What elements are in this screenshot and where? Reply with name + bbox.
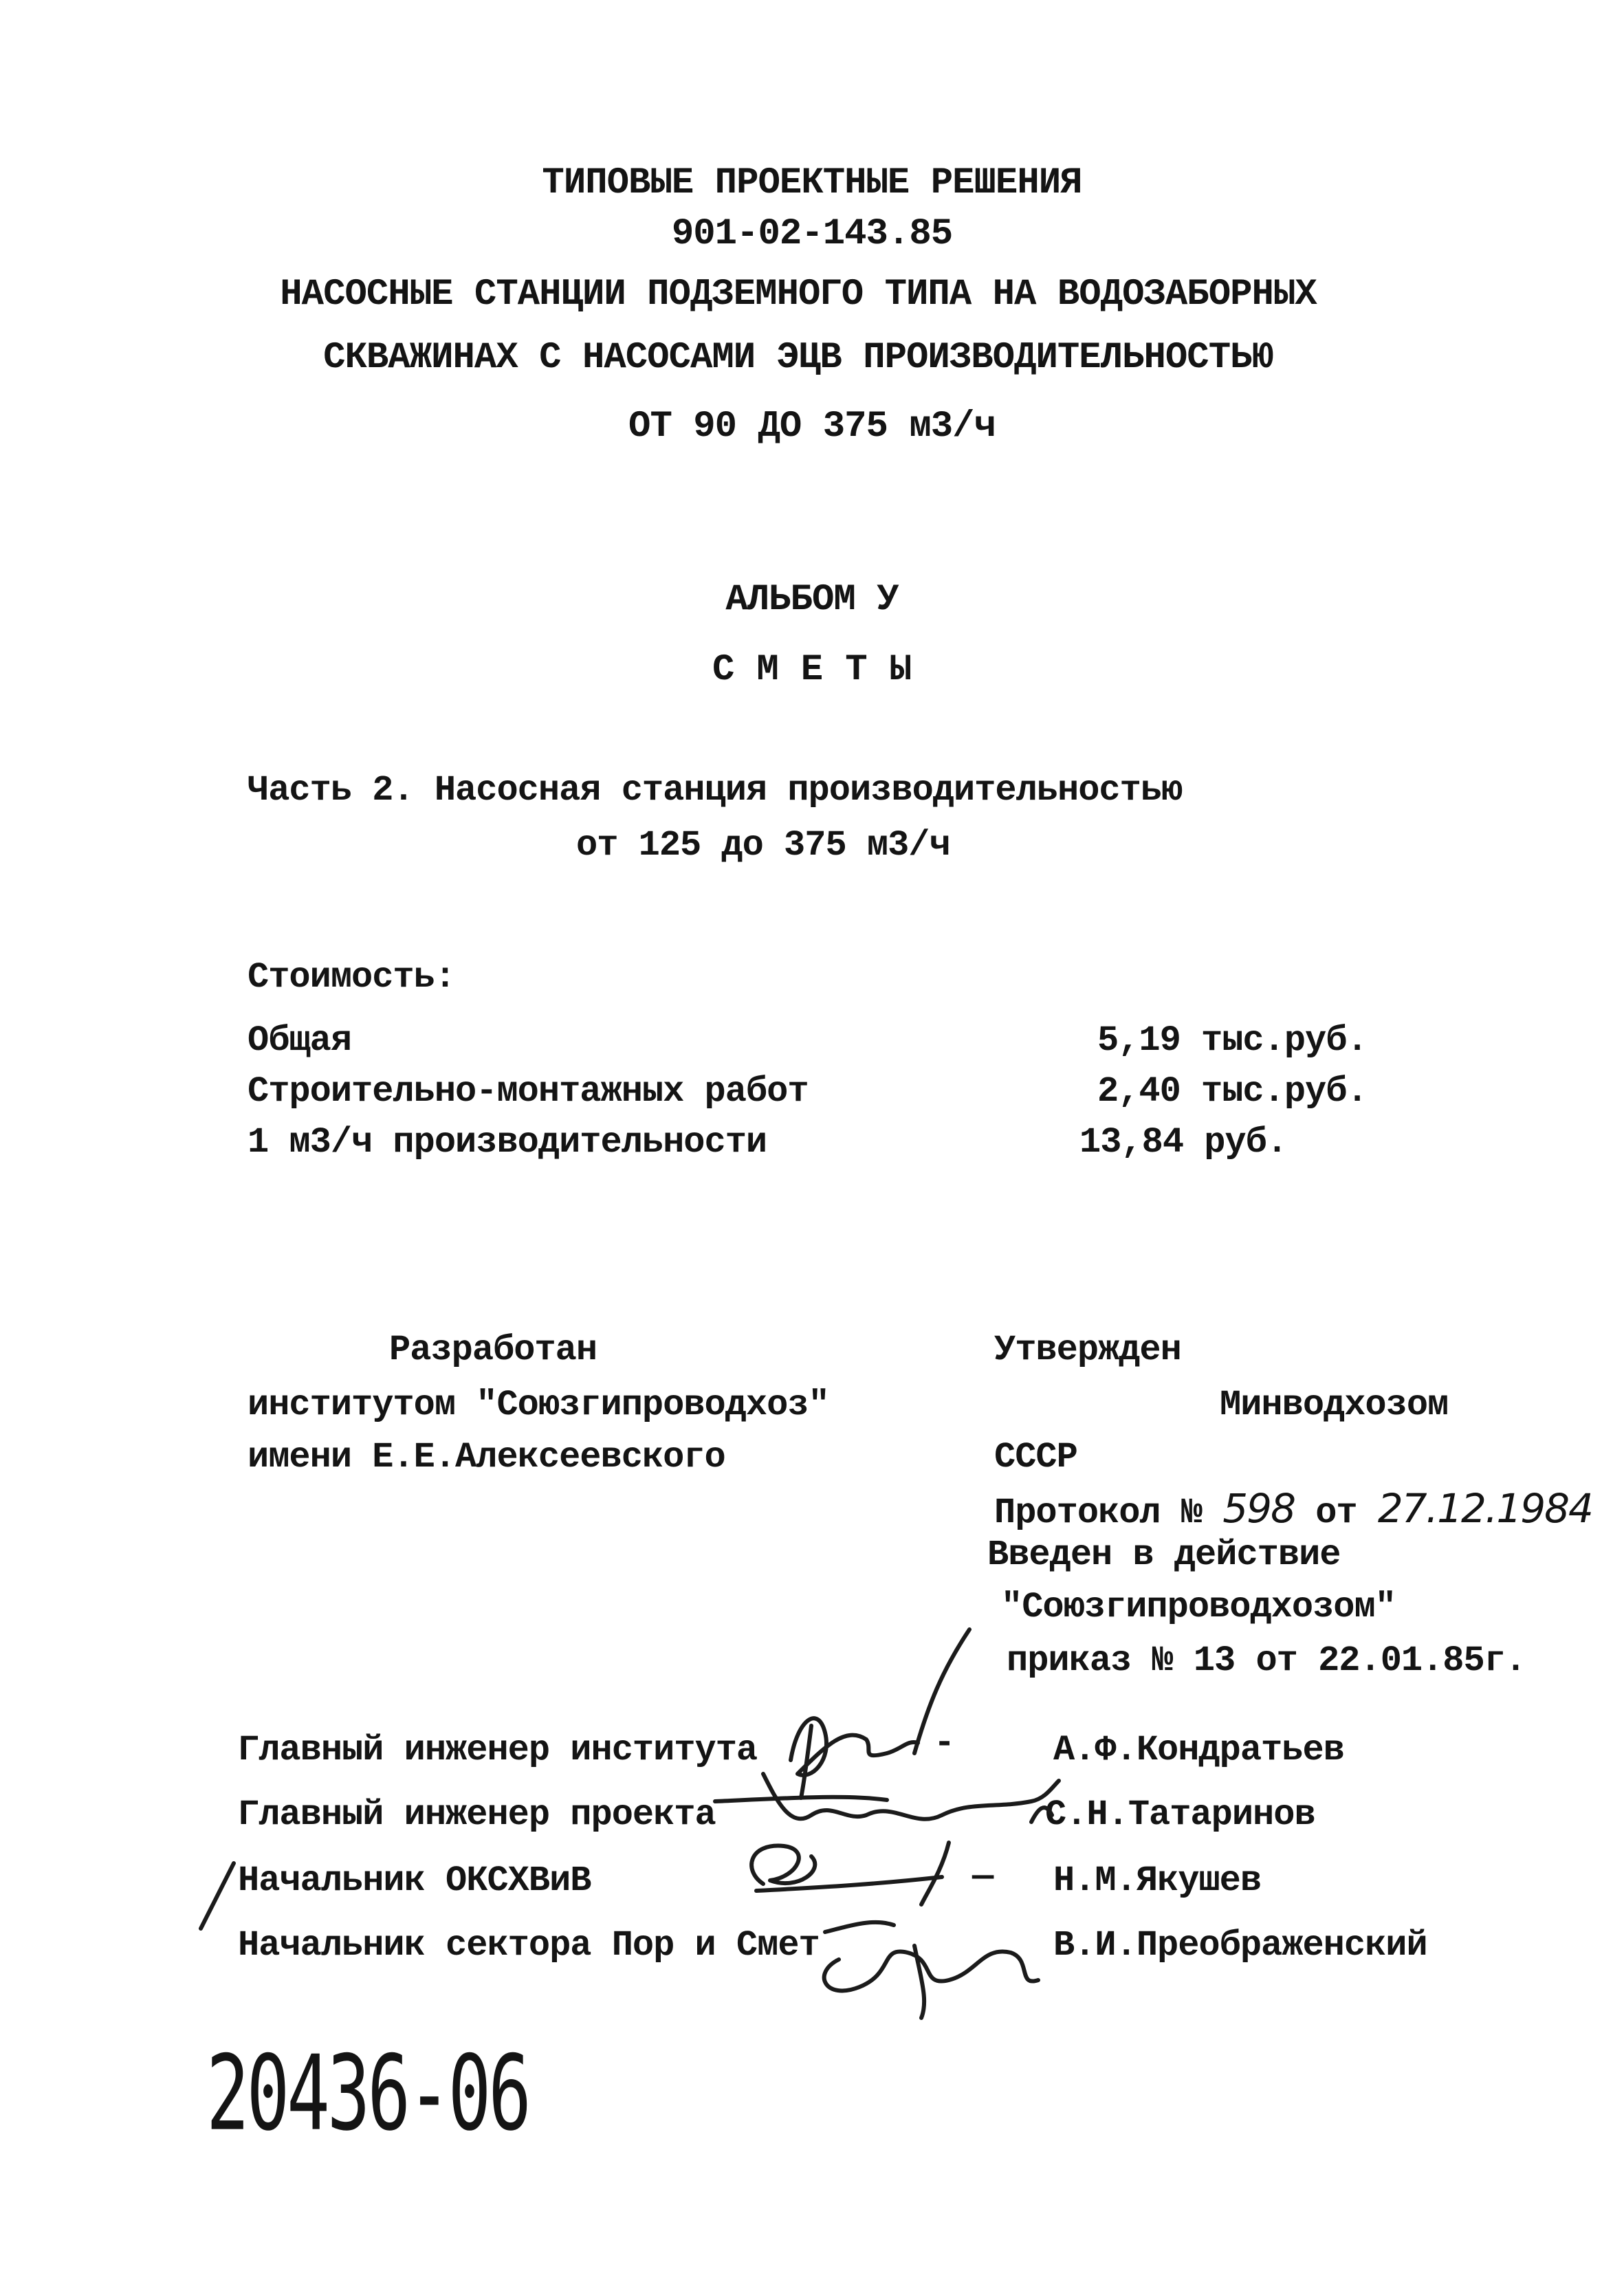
part-title-line-2: от 125 до 375 м3/ч <box>576 825 950 866</box>
signature-head-department <box>722 1829 997 1911</box>
protocol-number: 598 <box>1222 1485 1295 1532</box>
cost-row-construction-label: Строительно-монтажных работ <box>248 1071 809 1112</box>
protocol-prefix: Протокол № <box>994 1493 1203 1533</box>
developer-line-2: институтом "Союзгипроводхоз" <box>248 1385 829 1425</box>
developer-line-1: Разработан <box>389 1330 597 1370</box>
album-title: СМЕТЫ <box>712 649 934 691</box>
signatory-1-name: А.Ф.Кондратьев <box>1053 1730 1344 1770</box>
approval-line-5: Введен в действие <box>987 1535 1341 1575</box>
header-line-5: ОТ 90 ДО 375 м3/ч <box>628 406 996 448</box>
signature-slash-mark <box>193 1856 248 1939</box>
archive-stamp-code: 20436-06 <box>206 2032 529 2154</box>
developer-line-3: имени Е.Е.Алексеевского <box>248 1437 725 1478</box>
signatory-1-position: Главный инженер института <box>238 1730 758 1770</box>
cost-row-total-label: Общая <box>248 1020 352 1061</box>
header-document-code: 901-02-143.85 <box>671 213 953 255</box>
approval-line-1: Утвержден <box>994 1330 1181 1370</box>
approval-line-2: Минводхозом <box>1220 1385 1449 1425</box>
signatory-4-name: В.И.Преображенский <box>1053 1925 1427 1966</box>
signatory-3-name: Н.М.Якушев <box>1053 1860 1262 1901</box>
header-line-3: НАСОСНЫЕ СТАНЦИИ ПОДЗЕМНОГО ТИПА НА ВОДОЗАБОРНЫХ <box>280 274 1317 316</box>
signatory-1-dash: - <box>934 1723 955 1764</box>
signatory-2-position: Главный инженер проекта <box>238 1794 716 1835</box>
cost-heading: Стоимость: <box>248 957 456 998</box>
header-line-1: ТИПОВЫЕ ПРОЕКТНЫЕ РЕШЕНИЯ <box>542 162 1082 204</box>
album-label: АЛЬБОМ У <box>725 579 899 621</box>
signatory-2-name: С.Н.Татаринов <box>1045 1794 1315 1835</box>
cost-row-per-capacity-value: 13,84 руб. <box>1079 1122 1288 1163</box>
approval-line-6: "Союзгипроводхозом" <box>1001 1587 1396 1627</box>
approval-line-7: приказ № 13 от 22.01.85г. <box>1007 1640 1526 1681</box>
approval-line-3: СССР <box>994 1437 1077 1478</box>
signatory-3-position: Начальник ОКСХВиВ <box>238 1860 591 1901</box>
signatory-4-position: Начальник сектора Пор и Смет <box>238 1925 820 1966</box>
approval-protocol <box>994 1485 1592 1533</box>
part-title-line-1: Часть 2. Насосная станция производительностью <box>248 770 1183 811</box>
cost-row-total-value: 5,19 тыс.руб. <box>1097 1020 1368 1061</box>
header-line-4: СКВАЖИНАХ С НАСОСАМИ ЭЦВ ПРОИЗВОДИТЕЛЬНОСТЬЮ <box>323 337 1273 379</box>
cost-row-per-capacity-label: 1 м3/ч производительности <box>248 1122 767 1163</box>
cost-row-construction-value: 2,40 тыс.руб. <box>1097 1071 1368 1112</box>
signature-head-sector <box>811 1904 1059 2021</box>
signatory-3-dash: — <box>972 1856 994 1897</box>
protocol-date: 27.12.1984 <box>1377 1485 1592 1532</box>
protocol-from: от <box>1315 1493 1357 1533</box>
